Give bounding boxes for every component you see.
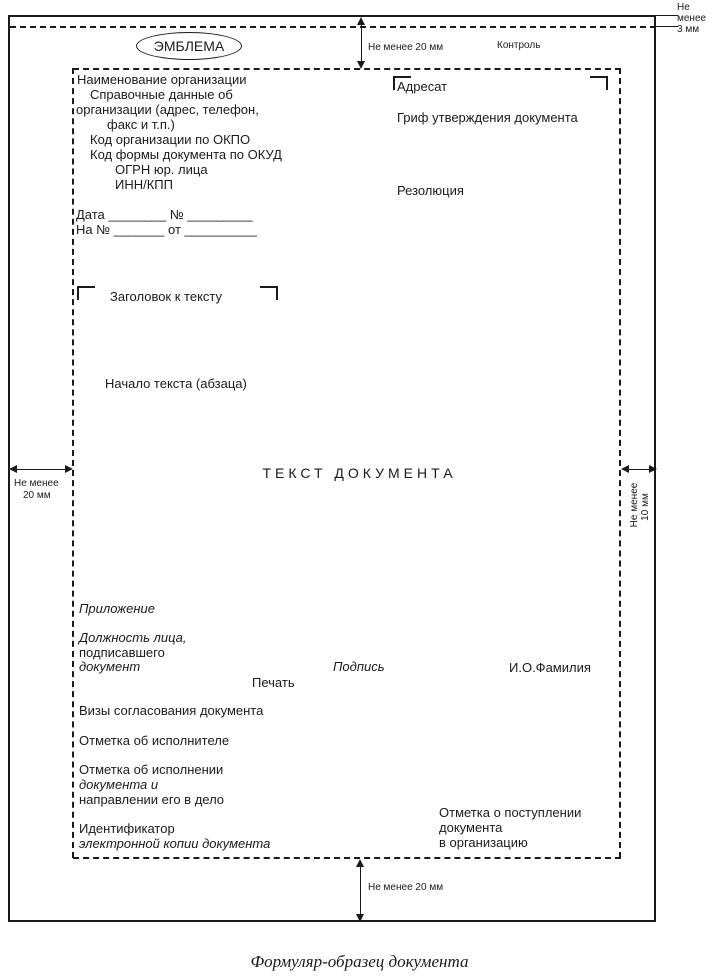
ogrn: ОГРН юр. лица (115, 162, 208, 177)
signer-position-2: подписавшего (79, 645, 165, 660)
okud-code: Код формы документа по ОКУД (90, 147, 282, 162)
arrow-right-icon (65, 465, 73, 473)
document-text-title: ТЕКСТ ДОКУМЕНТА (262, 465, 457, 481)
org-name: Наименование организации (77, 72, 247, 87)
arrow-right-icon (649, 465, 657, 473)
right-margin-label-2: 10 мм (640, 493, 651, 521)
electronic-copy-id-1: Идентификатор (79, 821, 175, 836)
top-margin-label: Не менее 20 мм (368, 42, 444, 53)
heading-bracket-left (77, 286, 95, 300)
inner-frame-right (619, 68, 621, 858)
signature: Подпись (333, 659, 385, 674)
arrow-down-icon (357, 61, 365, 69)
approval-visas: Визы согласования документа (79, 703, 264, 718)
top-extension-line (656, 15, 678, 16)
executor-note: Отметка об исполнителе (79, 733, 230, 748)
arrow-up-icon (356, 859, 364, 867)
signer-position-3: документ (79, 659, 141, 674)
addressee-bracket-right (590, 76, 608, 90)
heading-bracket-right (260, 286, 278, 300)
top-margin-arrow-line (361, 20, 362, 64)
top-extension-line-2 (656, 26, 678, 27)
execution-note-1: Отметка об исполнении (79, 762, 224, 777)
inner-frame-bottom (73, 857, 621, 859)
reference-data-1: Справочные данные об (90, 87, 233, 102)
left-margin-label-2: 20 мм (23, 490, 51, 501)
right-margin-label-1: Не менее (629, 482, 640, 528)
execution-note-2: документа и (79, 777, 159, 792)
reference-data-3: факс и т.п.) (107, 117, 175, 132)
text-heading: Заголовок к тексту (110, 289, 223, 304)
receipt-note-1: Отметка о поступлении (439, 805, 582, 820)
top-right-margin-label-1: Не (677, 2, 690, 13)
arrow-down-icon (356, 914, 364, 922)
signer-position-1: Должность лица, (79, 630, 187, 645)
arrow-up-icon (357, 17, 365, 25)
arrow-left-icon (9, 465, 17, 473)
receipt-note-2: документа (439, 820, 503, 835)
control-label: Контроль (497, 40, 541, 51)
resolution: Резолюция (397, 183, 464, 198)
top-right-margin-label-2: менее (677, 13, 707, 24)
reference-data-2: организации (адрес, телефон, (76, 102, 259, 117)
arrow-left-icon (621, 465, 629, 473)
emblem-label: ЭМБЛЕМА (153, 38, 225, 54)
top-right-margin-label-3: 3 мм (677, 24, 700, 35)
attachment: Приложение (79, 601, 155, 616)
bottom-margin-arrow-line (360, 861, 361, 919)
top-control-dashed-line (10, 26, 656, 28)
signer-name: И.О.Фамилия (509, 660, 591, 675)
execution-note-3: направлении его в дело (79, 792, 225, 807)
bottom-margin-label: Не менее 20 мм (368, 882, 444, 893)
reference-number-line: На № _______ от __________ (76, 222, 257, 237)
paragraph-start: Начало текста (абзаца) (105, 376, 247, 391)
figure-caption: Формуляр-образец документа (250, 952, 469, 971)
date-number-line: Дата ________ № _________ (76, 207, 253, 222)
inner-frame-top (73, 68, 621, 70)
left-margin-arrow-line (12, 469, 70, 470)
approval-stamp: Гриф утверждения документа (397, 110, 578, 125)
electronic-copy-id-2: электронной копии документа (79, 836, 271, 851)
seal: Печать (252, 675, 295, 690)
okpo-code: Код организации по ОКПО (90, 132, 251, 147)
inn-kpp: ИНН/КПП (115, 177, 173, 192)
left-margin-label-1: Не менее (14, 478, 59, 489)
emblem-oval (136, 32, 242, 60)
inner-frame-left (72, 68, 74, 858)
addressee: Адресат (397, 79, 448, 94)
receipt-note-3: в организацию (439, 835, 528, 850)
